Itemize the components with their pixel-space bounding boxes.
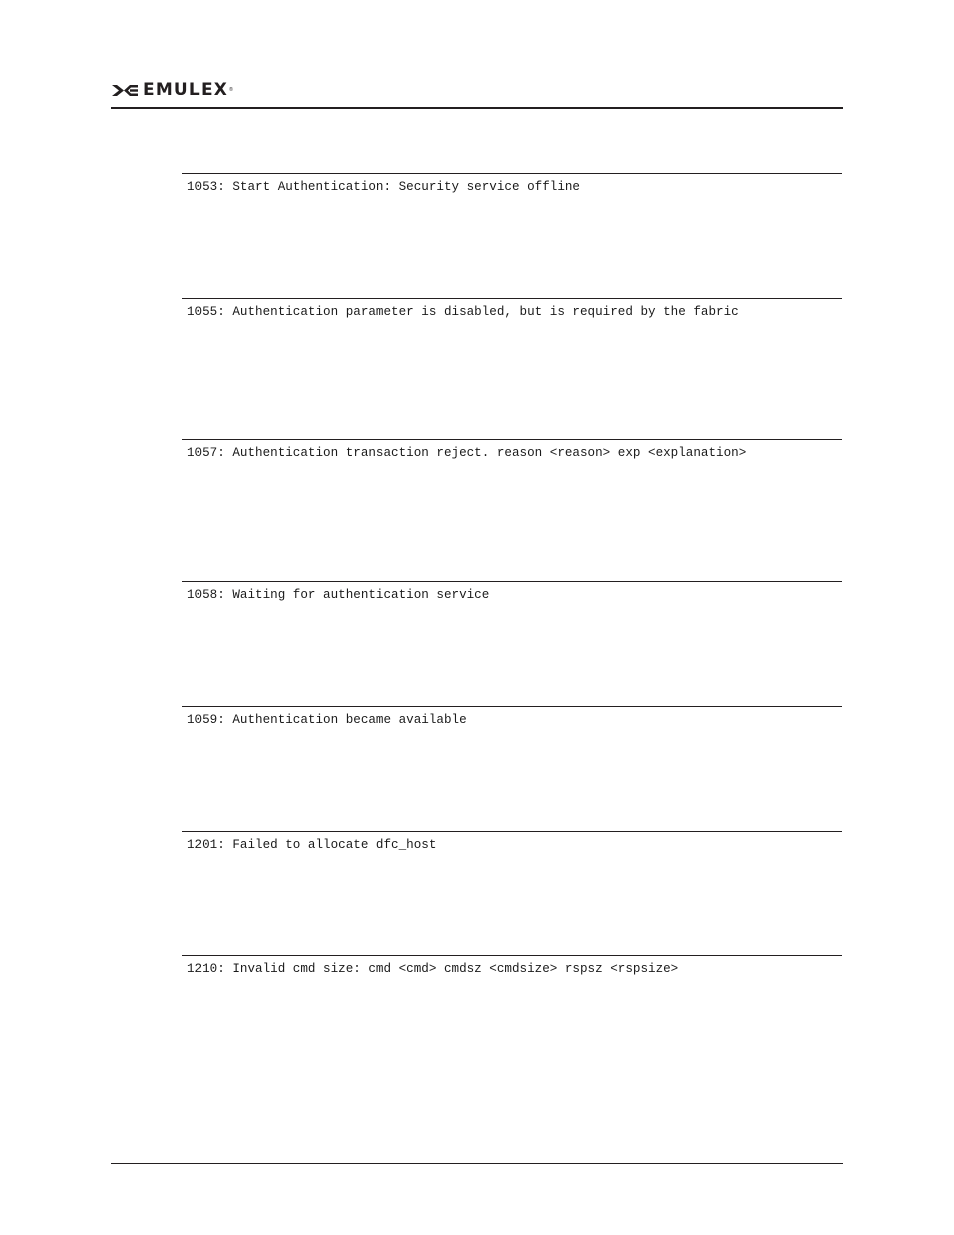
log-message-1053	[182, 173, 842, 194]
log-message-1210	[182, 955, 842, 976]
log-message-1058	[182, 581, 842, 602]
header-rule	[111, 107, 843, 109]
log-message-text: 1058: Waiting for authentication service	[187, 588, 490, 602]
log-message-text: 1201: Failed to allocate dfc_host	[187, 838, 437, 852]
log-message-1059	[182, 706, 842, 727]
log-message-1201	[182, 831, 842, 852]
footer-rule	[111, 1163, 843, 1164]
log-message-text: 1059: Authentication became available	[187, 713, 467, 727]
registered-mark: ®	[229, 87, 233, 93]
log-message-text: 1057: Authentication transaction reject. reason <reason> exp <explanation>	[187, 446, 747, 460]
log-message-1057	[182, 439, 842, 460]
emulex-logo-icon	[111, 83, 139, 98]
log-message-text: 1210: Invalid cmd size: cmd <cmd> cmdsz <cmdsize> rspsz <rspsize>	[187, 962, 679, 976]
brand-name: EMULEX	[143, 80, 229, 100]
log-message-text: 1053: Start Authentication: Security service offline	[187, 180, 580, 194]
log-message-1055	[182, 298, 842, 319]
log-message-text: 1055: Authentication parameter is disabled, but is required by the fabric	[187, 305, 739, 319]
emulex-logo	[111, 82, 233, 98]
page-header	[111, 78, 843, 109]
